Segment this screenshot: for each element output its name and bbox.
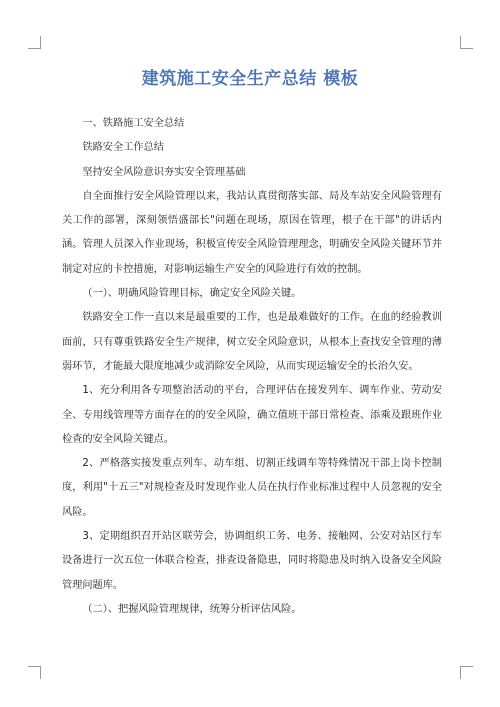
paragraph: 铁路安全工作一直以来是最重要的工作，也是最难做好的工作。在血的经验教训面前，只有尊重铁路安全生产规律，树立安全风险意识，从根本上查找安全管理的薄弱环节，才能最大限度地减少或消除安全风险，从而实现运输安全的长治久安。 — [62, 312, 442, 372]
list-paragraph: 1、充分利用各专项整治活动的平台，合理评估在接发列车、调车作业、劳动安全、专用线管理等方面存在的的安全风险，确立值班干部日常检查、添乘及跟班作业检查的安全风险关键点。 — [62, 385, 442, 445]
paragraph: 自全面推行安全风险管理以来，我站认真贯彻落实部、局及车站安全风险管理有关工作的部署，深刻领悟盛部长"问题在现场，原因在管理，根子在干部"的讲话内涵。管理人员深入作业现场，积极宣传安全风险管理理念，明确安全风险关键环节并制定对应的卡控措施，对影响运输生产安全的风险进行有效的控制。 — [62, 190, 442, 275]
document-title: 建筑施工安全生产总结 模板 — [141, 69, 359, 89]
subsection-heading: （一）、明确风险管理目标，确定安全风险关键。 — [82, 288, 302, 300]
crop-mark-top-left — [28, 36, 41, 49]
list-paragraph: 2、严格落实接发重点列车、动车组、切割正线调车等特殊情况干部上岗卡控制度，利用"十五三"对规检查及时发现作业人员在执行作业标准过程中人员忽视的安全风险。 — [62, 458, 442, 518]
subsection-heading: （二）、把握风险管理规律，统筹分析评估风险。 — [82, 603, 302, 615]
subheading: 铁路安全工作总结 — [82, 142, 164, 154]
section-heading: 一、铁路施工安全总结 — [82, 118, 185, 129]
subheading: 坚持安全风险意识夯实安全管理基础 — [82, 166, 246, 178]
list-paragraph: 3、定期组织召开站区联劳会，协调组织工务、电务、接触网、公安对站区行车设备进行一次五位一体联合检查，排查设备隐患，同时将隐患及时纳入设备安全风险管理问题库。 — [62, 531, 442, 591]
crop-mark-bottom-left — [28, 666, 41, 679]
document-body — [62, 112, 442, 622]
crop-mark-top-right — [460, 36, 473, 49]
crop-mark-bottom-right — [460, 666, 473, 679]
